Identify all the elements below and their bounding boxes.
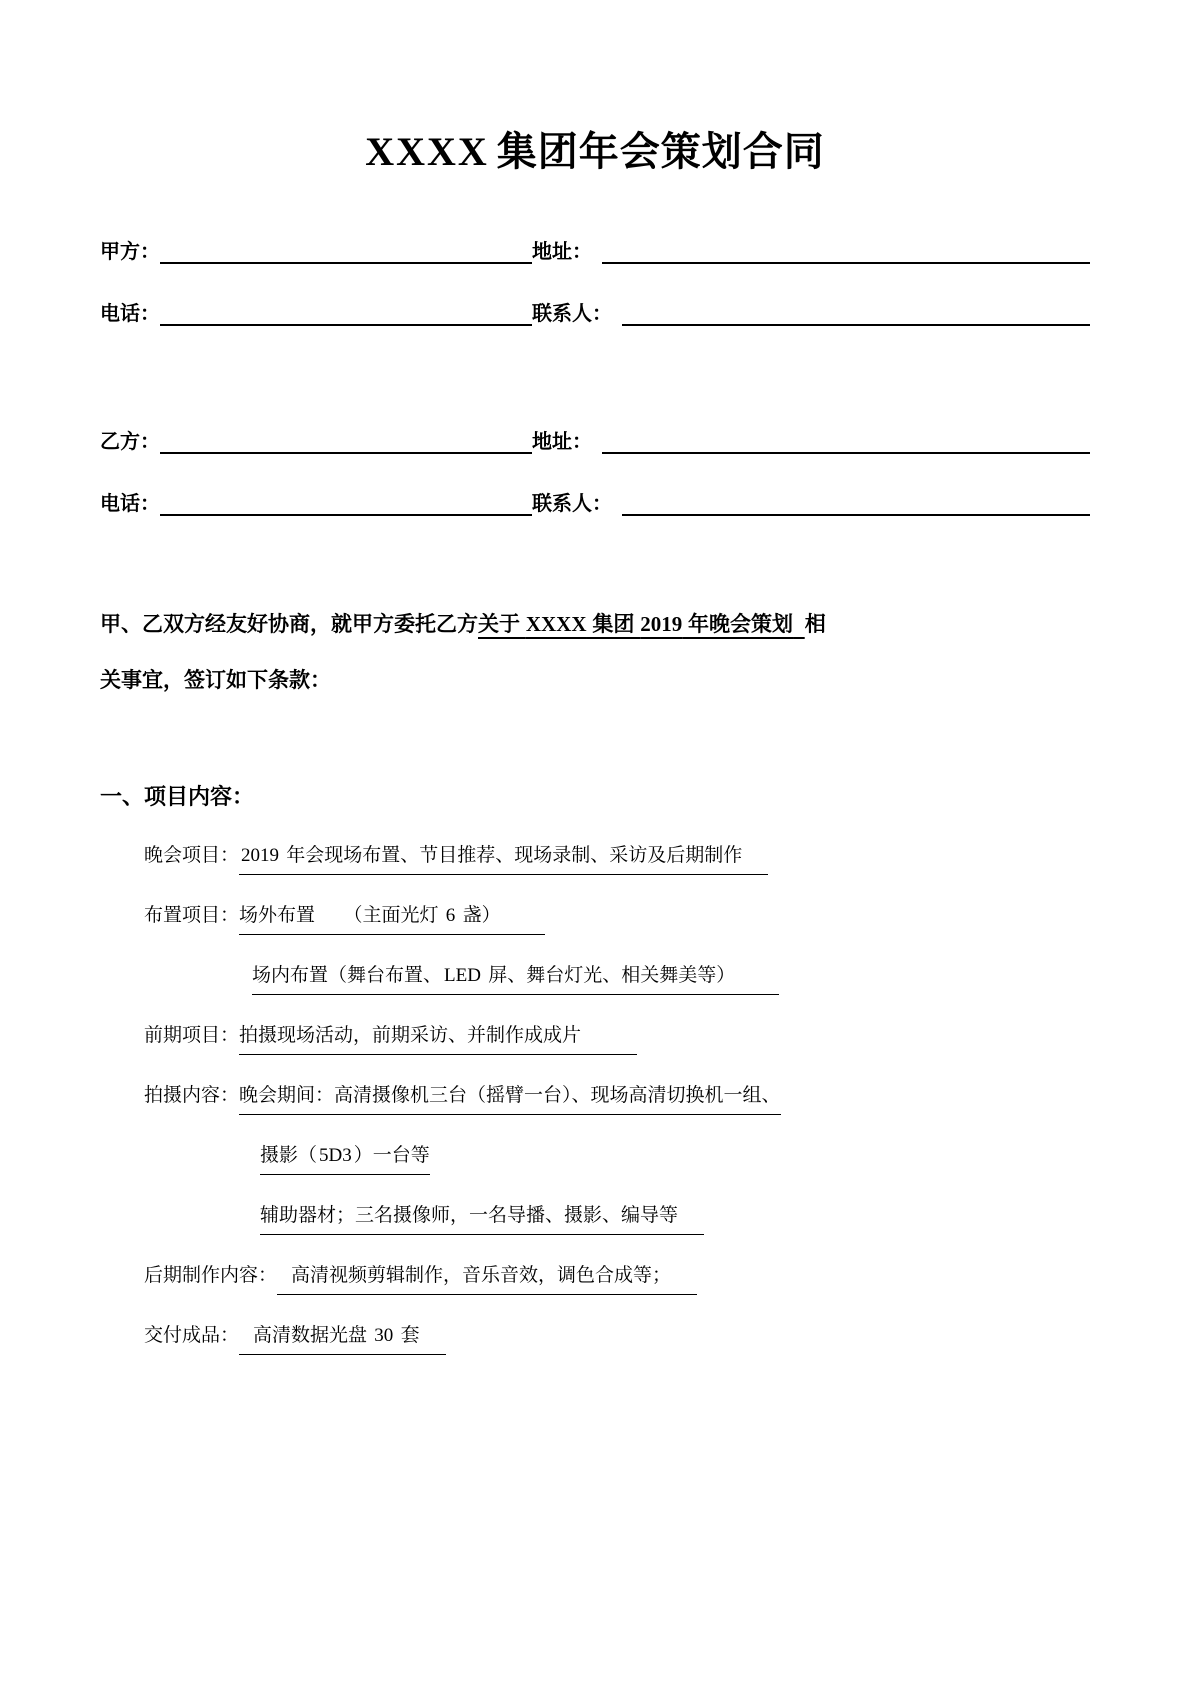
item-label-post-production: 后期制作内容：	[144, 1265, 278, 1286]
item-value-evening-project[interactable]	[239, 841, 768, 875]
item-label-pre-project: 前期项目：	[144, 1025, 240, 1046]
intro-subject[interactable]	[478, 613, 805, 636]
party-b-contact-input[interactable]	[622, 492, 1090, 516]
item-value-deliverable[interactable]	[239, 1321, 446, 1355]
item-value-text: 场内布置（舞台布置、	[252, 965, 443, 986]
item-value-post-production[interactable]: 高清视频剪辑制作，音乐音效，调色合成等；	[277, 1261, 697, 1295]
item-value-text: 高清数据光盘	[253, 1325, 373, 1346]
item-value-year: 2019	[241, 845, 280, 866]
item-value-disc-count: 30	[374, 1325, 394, 1346]
item-value-photography[interactable]	[260, 1141, 430, 1175]
item-value-setup-outdoor[interactable]	[239, 901, 545, 935]
page-title	[100, 0, 1090, 176]
party-a-address-input[interactable]	[602, 240, 1090, 264]
party-a-phone-row	[100, 300, 1090, 328]
party-a-block	[100, 238, 1090, 328]
item-label-setup-project: 布置项目：	[144, 905, 240, 926]
item-row	[100, 1141, 1090, 1175]
party-b-contact-label: 联系人：	[532, 493, 612, 515]
intro-paragraph	[100, 596, 1090, 709]
item-value-text: 摄影（	[260, 1145, 318, 1166]
item-value-text-tail: 屏、舞台灯光、相关舞美等）	[482, 965, 736, 986]
item-value-text: 年会现场布置、节目推荐、现场录制、采访及后期制作	[281, 845, 743, 866]
party-a-phone-label: 电话：	[100, 303, 160, 325]
item-row	[100, 1321, 1090, 1355]
intro-line2: 关事宜，签订如下条款：	[100, 669, 331, 692]
item-value-text-tail: 套	[395, 1325, 420, 1346]
party-b-address-label: 地址：	[532, 431, 592, 453]
item-row	[100, 841, 1090, 875]
item-value-setup-indoor[interactable]	[252, 961, 779, 995]
page-title-cjk: 集团年会策划合同	[496, 130, 825, 174]
item-value-lamp-count: 6	[445, 905, 456, 926]
party-a-contact-input[interactable]	[622, 302, 1090, 326]
item-value-text-tail: 盏）	[457, 905, 501, 926]
party-b-block	[100, 428, 1090, 518]
item-row	[100, 961, 1090, 995]
item-label-shoot-content: 拍摄内容：	[144, 1085, 240, 1106]
party-a-name-input[interactable]	[160, 240, 532, 264]
item-row	[100, 901, 1090, 935]
section-one-items	[100, 841, 1090, 1355]
party-a-name-row	[100, 238, 1090, 266]
intro-subject-mid: 集团	[586, 613, 641, 636]
party-b-phone-row	[100, 490, 1090, 518]
item-value-text: 场外布置 （主面光灯	[239, 905, 444, 926]
party-b-name-input[interactable]	[160, 430, 532, 454]
party-b-phone-label: 电话：	[100, 493, 160, 515]
page-title-latin: XXXX	[365, 129, 489, 174]
party-a-address-label: 地址：	[532, 241, 592, 263]
party-b-phone-input[interactable]	[160, 492, 532, 516]
party-a-label: 甲方：	[100, 241, 160, 263]
item-label-deliverable: 交付成品：	[144, 1325, 240, 1346]
item-value-text-tail: ）一台等	[353, 1145, 430, 1166]
item-value-pre-project[interactable]: 拍摄现场活动，前期采访、并制作成成片	[239, 1021, 637, 1055]
item-value-aux-equipment[interactable]: 辅助器材；三名摄像师，一名导播、摄影、编导等	[260, 1201, 704, 1235]
item-row	[100, 1261, 1090, 1295]
item-row	[100, 1201, 1090, 1235]
item-value-camera-model: 5D3	[319, 1145, 352, 1166]
intro-subject-latin: XXXX	[525, 612, 587, 636]
intro-subject-year: 2019	[640, 612, 683, 636]
item-row	[100, 1081, 1090, 1115]
item-value-led: LED	[444, 965, 481, 986]
item-row	[100, 1021, 1090, 1055]
intro-lead: 甲、乙双方经友好协商，就甲方委托乙方	[100, 613, 478, 636]
item-label-evening-project: 晚会项目：	[144, 845, 240, 866]
party-b-name-row	[100, 428, 1090, 456]
intro-subject-prefix: 关于	[478, 613, 526, 636]
party-a-contact-label: 联系人：	[532, 303, 612, 325]
intro-tail: 相	[804, 613, 826, 636]
item-value-shoot-content[interactable]: 晚会期间：高清摄像机三台（摇臂一台）、现场高清切换机一组、	[239, 1081, 781, 1115]
section-one-heading: 一、项目内容：	[100, 784, 255, 809]
party-a-phone-input[interactable]	[160, 302, 532, 326]
intro-subject-suffix: 年晚会策划	[682, 613, 794, 636]
party-b-address-input[interactable]	[602, 430, 1090, 454]
party-b-label: 乙方：	[100, 431, 160, 453]
